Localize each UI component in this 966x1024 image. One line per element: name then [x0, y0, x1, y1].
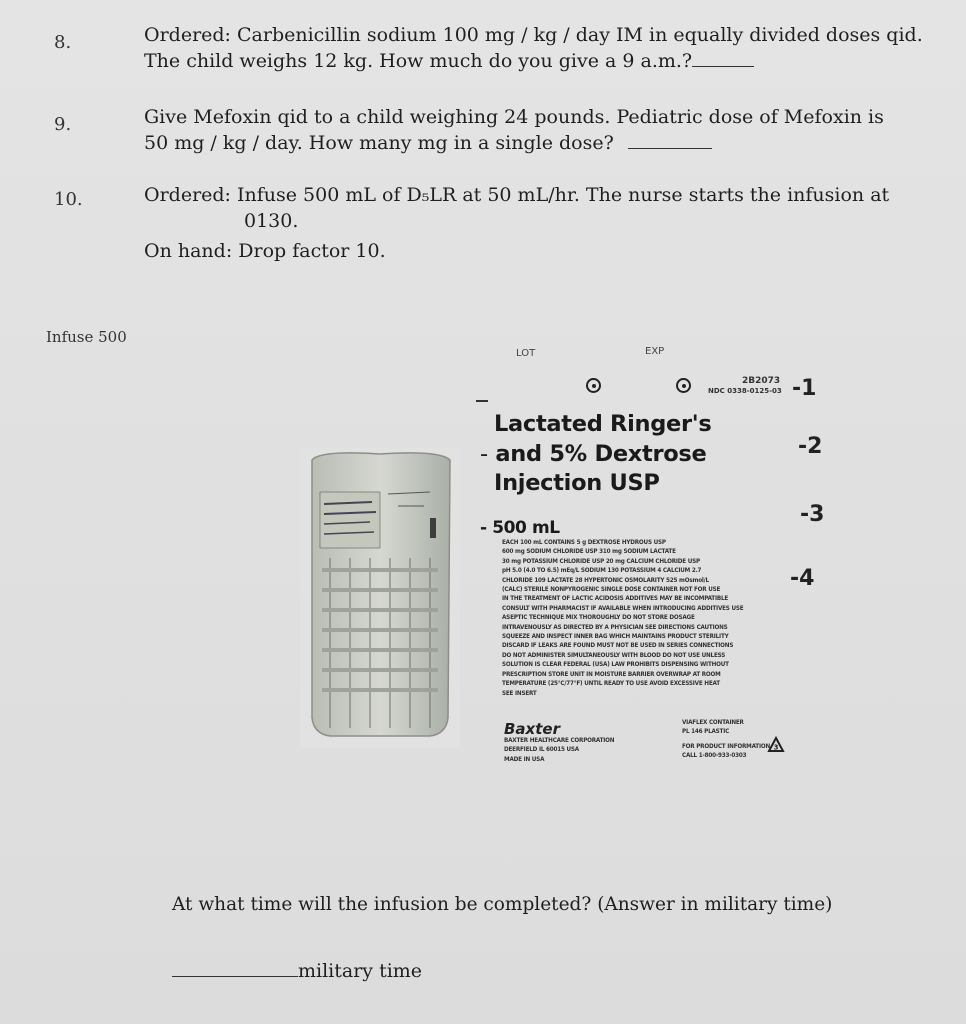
fine-print-line: CONSULT WITH PHARMACIST IF AVAILABLE WHEN INTRODUCING ADDITIVES USE — [502, 604, 744, 612]
scale-mark-1: -1 — [792, 376, 817, 401]
lot-circle-icon — [586, 378, 601, 393]
fine-print-line: SEE INSERT — [502, 689, 537, 697]
fine-print-line: DISCARD IF LEAKS ARE FOUND MUST NOT BE USED IN SERIES CONNECTIONS — [502, 642, 734, 650]
recycle-icon — [767, 736, 785, 754]
answer-line — [172, 960, 422, 982]
brand-logo: Baxter — [504, 720, 560, 738]
fine-print-line: 600 mg SODIUM CHLORIDE USP 310 mg SODIUM LACTATE — [502, 548, 676, 556]
fine-print-line: PRESCRIPTION STORE UNIT IN MOISTURE BARRIER OVERWRAP AT ROOM — [502, 670, 721, 678]
fine-print-line: pH 5.0 (4.0 TO 6.5) mEq/L SODIUM 130 POTASSIUM 4 CALCIUM 2.7 — [502, 567, 702, 575]
product-title: Lactated Ringer's - and 5% Dextrose Injection USP — [494, 410, 711, 499]
question-8-answer-blank[interactable] — [692, 66, 754, 67]
question-10-line3: On hand: Drop factor 10. — [144, 240, 386, 262]
container-info: VIAFLEX CONTAINER PL 146 PLASTIC FOR PRODUCT INFORMATION CALL 1-800-933-0303 — [682, 719, 771, 760]
title-line-3: Injection USP — [494, 470, 660, 496]
volume: - 500 mL — [480, 518, 560, 538]
question-8-number: 8. — [54, 32, 72, 53]
fine-print-line: CHLORIDE 109 LACTATE 28 HYPERTONIC OSMOLARITY 525 mOsmol/L — [502, 576, 709, 584]
fine-print-line: INTRAVENOUSLY AS DIRECTED BY A PHYSICIAN SEE DIRECTIONS CAUTIONS — [502, 623, 728, 631]
question-8-line2: The child weighs 12 kg. How much do you give a 9 a.m.? — [144, 50, 693, 72]
fine-print — [502, 538, 794, 698]
fine-print-line: 30 mg POTASSIUM CHLORIDE USP 20 mg CALCIUM CHLORIDE USP — [502, 557, 700, 565]
iv-bag-image — [300, 448, 460, 748]
scale-mark-3: -3 — [800, 502, 825, 527]
question-9 — [144, 104, 884, 156]
question-10-line2: 0130. — [244, 210, 299, 232]
title-line-1: Lactated Ringer's — [494, 411, 712, 437]
side-note: Infuse 500 — [46, 328, 127, 346]
question-8-line1: Ordered: Carbenicillin sodium 100 mg / kg / day IM in equally divided doses qid. — [144, 24, 923, 46]
fine-print-line: DO NOT ADMINISTER SIMULTANEOUSLY WITH BLOOD DO NOT USE UNLESS — [502, 651, 726, 659]
fine-print-line: SOLUTION IS CLEAR FEDERAL (USA) LAW PROHIBITS DISPENSING WITHOUT — [502, 661, 729, 669]
completion-time-question: At what time will the infusion be completed? (Answer in military time) — [172, 894, 833, 915]
question-8 — [144, 22, 923, 74]
svg-text:3: 3 — [773, 743, 779, 752]
iv-label — [470, 340, 840, 780]
company-info: BAXTER HEALTHCARE CORPORATION DEERFIELD IL 60015 USA MADE IN USA — [504, 737, 614, 763]
answer-label: military time — [298, 960, 423, 982]
question-10-line1: Ordered: Infuse 500 mL of D₅LR at 50 mL/hr. The nurse starts the infusion at — [144, 184, 890, 206]
question-9-number: 9. — [54, 114, 72, 135]
lot-label: LOT — [516, 348, 536, 359]
scale-mark-4: -4 — [790, 566, 815, 591]
military-time-answer-blank[interactable] — [172, 976, 298, 977]
tick-mark — [476, 400, 488, 402]
fine-print-line: TEMPERATURE (25°C/77°F) UNTIL READY TO USE AVOID EXCESSIVE HEAT — [502, 680, 720, 688]
scale-mark-2: -2 — [798, 434, 823, 459]
fine-print-line: SQUEEZE AND INSPECT INNER BAG WHICH MAINTAINS PRODUCT STERILITY — [502, 633, 729, 641]
fine-print-line: (CALC) STERILE NONPYROGENIC SINGLE DOSE CONTAINER NOT FOR USE — [502, 586, 721, 594]
fine-print-line: IN THE TREATMENT OF LACTIC ACIDOSIS ADDITIVES MAY BE INCOMPATIBLE — [502, 595, 729, 603]
product-code: 2B2073 — [742, 376, 781, 386]
fine-print-line: ASEPTIC TECHNIQUE MIX THOROUGHLY DO NOT STORE DOSAGE — [502, 614, 695, 622]
question-9-answer-blank[interactable] — [628, 148, 712, 149]
question-10-number: 10. — [54, 189, 83, 210]
exp-circle-icon — [676, 378, 691, 393]
question-9-line1: Give Mefoxin qid to a child weighing 24 pounds. Pediatric dose of Mefoxin is — [144, 106, 884, 128]
ndc-number: NDC 0338-0125-03 — [708, 387, 782, 395]
question-9-line2: 50 mg / kg / day. How many mg in a single dose? — [144, 132, 614, 154]
fine-print-line: EACH 100 mL CONTAINS 5 g DEXTROSE HYDROUS USP — [502, 539, 666, 546]
title-line-2: and 5% Dextrose — [495, 440, 707, 467]
question-10 — [144, 182, 889, 264]
exp-label: EXP — [645, 346, 665, 357]
